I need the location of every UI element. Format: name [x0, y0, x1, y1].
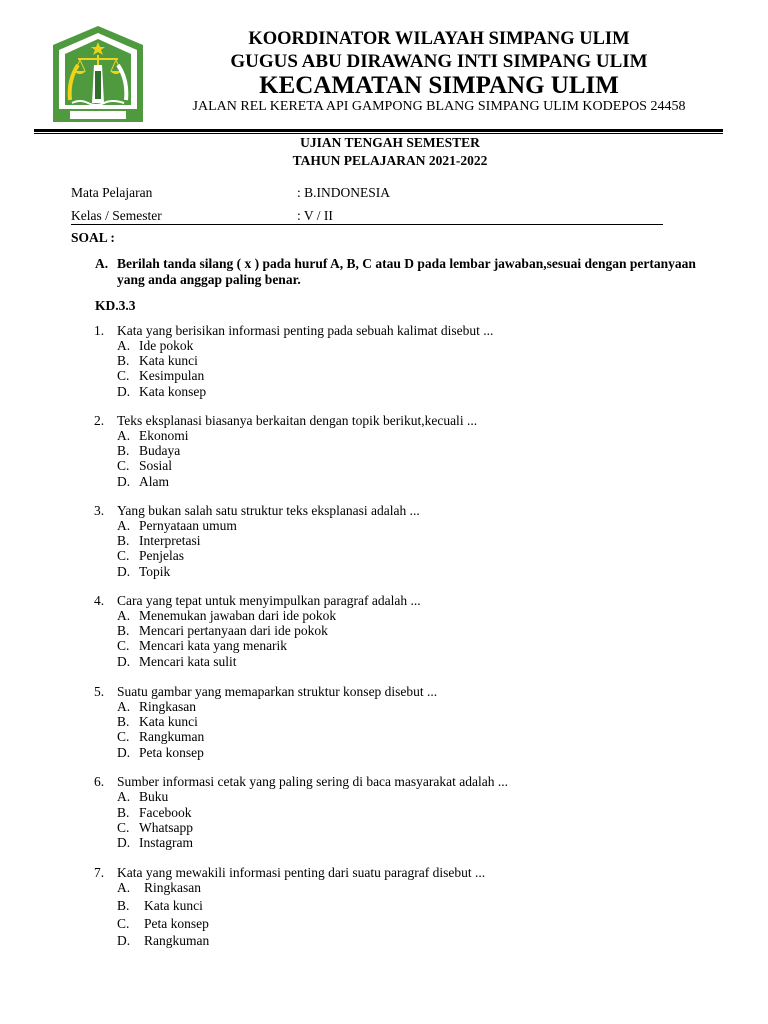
letterhead-line-1: KOORDINATOR WILAYAH SIMPANG ULIM — [248, 29, 630, 49]
option-text: Mencari pertanyaan dari ide pokok — [139, 623, 328, 638]
option-letter: A. — [117, 880, 131, 895]
regency-logo — [50, 25, 146, 124]
exam-title: UJIAN TENGAH SEMESTER — [300, 135, 480, 150]
option-text: Buku — [139, 789, 169, 804]
question-number: 1. — [94, 323, 105, 338]
question-text: Suatu gambar yang memaparkan struktur konsep disebut ... — [117, 684, 438, 699]
letterhead-line-3: KECAMATAN SIMPANG ULIM — [259, 72, 619, 99]
option-letter: C. — [117, 638, 130, 653]
option-b — [117, 714, 198, 730]
option-letter: B. — [117, 714, 130, 729]
option-text: Facebook — [139, 805, 192, 820]
class-value: : V / II — [297, 208, 333, 223]
option-text: Ide pokok — [139, 338, 194, 353]
option-a — [117, 428, 189, 444]
coat-of-arms-icon — [50, 25, 146, 124]
option-d — [117, 745, 204, 761]
kd-label: KD.3.3 — [95, 298, 136, 313]
option-text: Rangkuman — [139, 729, 205, 744]
class-label: Kelas / Semester — [71, 208, 162, 223]
option-text: Peta konsep — [144, 916, 209, 931]
option-text: Ringkasan — [139, 699, 196, 714]
option-text: Kata kunci — [139, 714, 198, 729]
question-number: 7. — [94, 865, 105, 880]
subject-label: Mata Pelajaran — [71, 185, 153, 200]
instruction-letter: A. — [95, 256, 109, 271]
question-number: 3. — [94, 503, 105, 518]
option-c — [117, 458, 172, 474]
option-letter: D. — [117, 384, 131, 399]
option-text: Pernyataan umum — [139, 518, 237, 533]
option-c — [117, 916, 209, 932]
option-text: Mencari kata yang menarik — [139, 638, 288, 653]
option-a — [117, 518, 237, 534]
option-letter: B. — [117, 623, 130, 638]
option-a — [117, 699, 196, 715]
option-text: Alam — [139, 474, 169, 489]
question-text: Teks eksplanasi biasanya berkaitan dengan topik berikut,kecuali ... — [117, 413, 478, 428]
option-c — [117, 820, 193, 836]
option-letter: A. — [117, 338, 131, 353]
option-d — [117, 384, 206, 400]
option-letter: B. — [117, 443, 130, 458]
option-text: Kata kunci — [139, 353, 198, 368]
option-text: Ringkasan — [144, 880, 201, 895]
option-b — [117, 898, 203, 914]
question-text: Kata yang mewakili informasi penting dari suatu paragraf disebut ... — [117, 865, 486, 880]
option-text: Kata kunci — [144, 898, 203, 913]
option-text: Instagram — [139, 835, 193, 850]
instruction-text: Berilah tanda silang ( x ) pada huruf A, B, C atau D pada lembar jawaban,sesuai dengan pertanyaan yang anda anggap paling benar. — [117, 256, 696, 287]
option-letter: C. — [117, 916, 130, 931]
option-letter: D. — [117, 933, 131, 948]
question-text: Yang bukan salah satu struktur teks eksplanasi adalah ... — [117, 503, 420, 518]
option-letter: D. — [117, 564, 131, 579]
option-b — [117, 533, 200, 549]
letterhead-rule-thin — [34, 133, 723, 134]
letterhead-rule-thick — [34, 129, 723, 132]
option-letter: A. — [117, 428, 131, 443]
question-text: Cara yang tepat untuk menyimpulkan paragraf adalah ... — [117, 593, 421, 608]
option-letter: A. — [117, 699, 131, 714]
option-text: Interpretasi — [139, 533, 201, 548]
option-d — [117, 474, 169, 490]
option-letter: D. — [117, 474, 131, 489]
option-a — [117, 789, 168, 805]
option-c — [117, 729, 204, 745]
option-letter: B. — [117, 533, 130, 548]
option-text: Peta konsep — [139, 745, 204, 760]
option-d — [117, 654, 236, 670]
option-letter: A. — [117, 608, 131, 623]
option-letter: B. — [117, 353, 130, 368]
option-d — [117, 933, 209, 949]
option-text: Whatsapp — [139, 820, 193, 835]
option-letter: C. — [117, 458, 130, 473]
option-letter: B. — [117, 805, 130, 820]
option-a — [117, 338, 193, 354]
option-letter: A. — [117, 789, 131, 804]
exam-year: TAHUN PELAJARAN 2021-2022 — [292, 153, 488, 168]
option-letter: D. — [117, 745, 131, 760]
soal-label: SOAL : — [71, 230, 115, 245]
question-number: 4. — [94, 593, 105, 608]
option-letter: A. — [117, 518, 131, 533]
option-letter: D. — [117, 835, 131, 850]
option-text: Rangkuman — [144, 933, 210, 948]
subject-value: : B.INDONESIA — [297, 185, 390, 200]
letterhead-address: JALAN REL KERETA API GAMPONG BLANG SIMPANG ULIM KODEPOS 24458 — [192, 99, 686, 114]
option-b — [117, 805, 191, 821]
option-letter: C. — [117, 820, 130, 835]
option-text: Menemukan jawaban dari ide pokok — [139, 608, 337, 623]
option-letter: D. — [117, 654, 131, 669]
option-d — [117, 835, 193, 851]
option-c — [117, 368, 204, 384]
option-c — [117, 548, 184, 564]
letterhead-line-2: GUGUS ABU DIRAWANG INTI SIMPANG ULIM — [230, 51, 648, 72]
option-letter: C. — [117, 729, 130, 744]
option-text: Penjelas — [139, 548, 184, 563]
option-a — [117, 880, 201, 896]
option-d — [117, 564, 170, 580]
option-text: Topik — [139, 564, 171, 579]
question-number: 2. — [94, 413, 105, 428]
option-b — [117, 623, 328, 639]
option-text: Budaya — [139, 443, 181, 458]
option-b — [117, 353, 198, 369]
option-text: Ekonomi — [139, 428, 189, 443]
option-b — [117, 443, 180, 459]
option-text: Kata konsep — [139, 384, 207, 399]
meta-underline — [71, 224, 663, 225]
question-number: 5. — [94, 684, 105, 699]
option-text: Sosial — [139, 458, 173, 473]
option-letter: C. — [117, 368, 130, 383]
question-text: Sumber informasi cetak yang paling sering di baca masyarakat adalah ... — [117, 774, 508, 789]
option-text: Mencari kata sulit — [139, 654, 237, 669]
option-text: Kesimpulan — [139, 368, 205, 383]
option-letter: B. — [117, 898, 130, 913]
question-number: 6. — [94, 774, 105, 789]
option-a — [117, 608, 336, 624]
option-letter: C. — [117, 548, 130, 563]
question-text: Kata yang berisikan informasi penting pada sebuah kalimat disebut ... — [117, 323, 494, 338]
option-c — [117, 638, 287, 654]
